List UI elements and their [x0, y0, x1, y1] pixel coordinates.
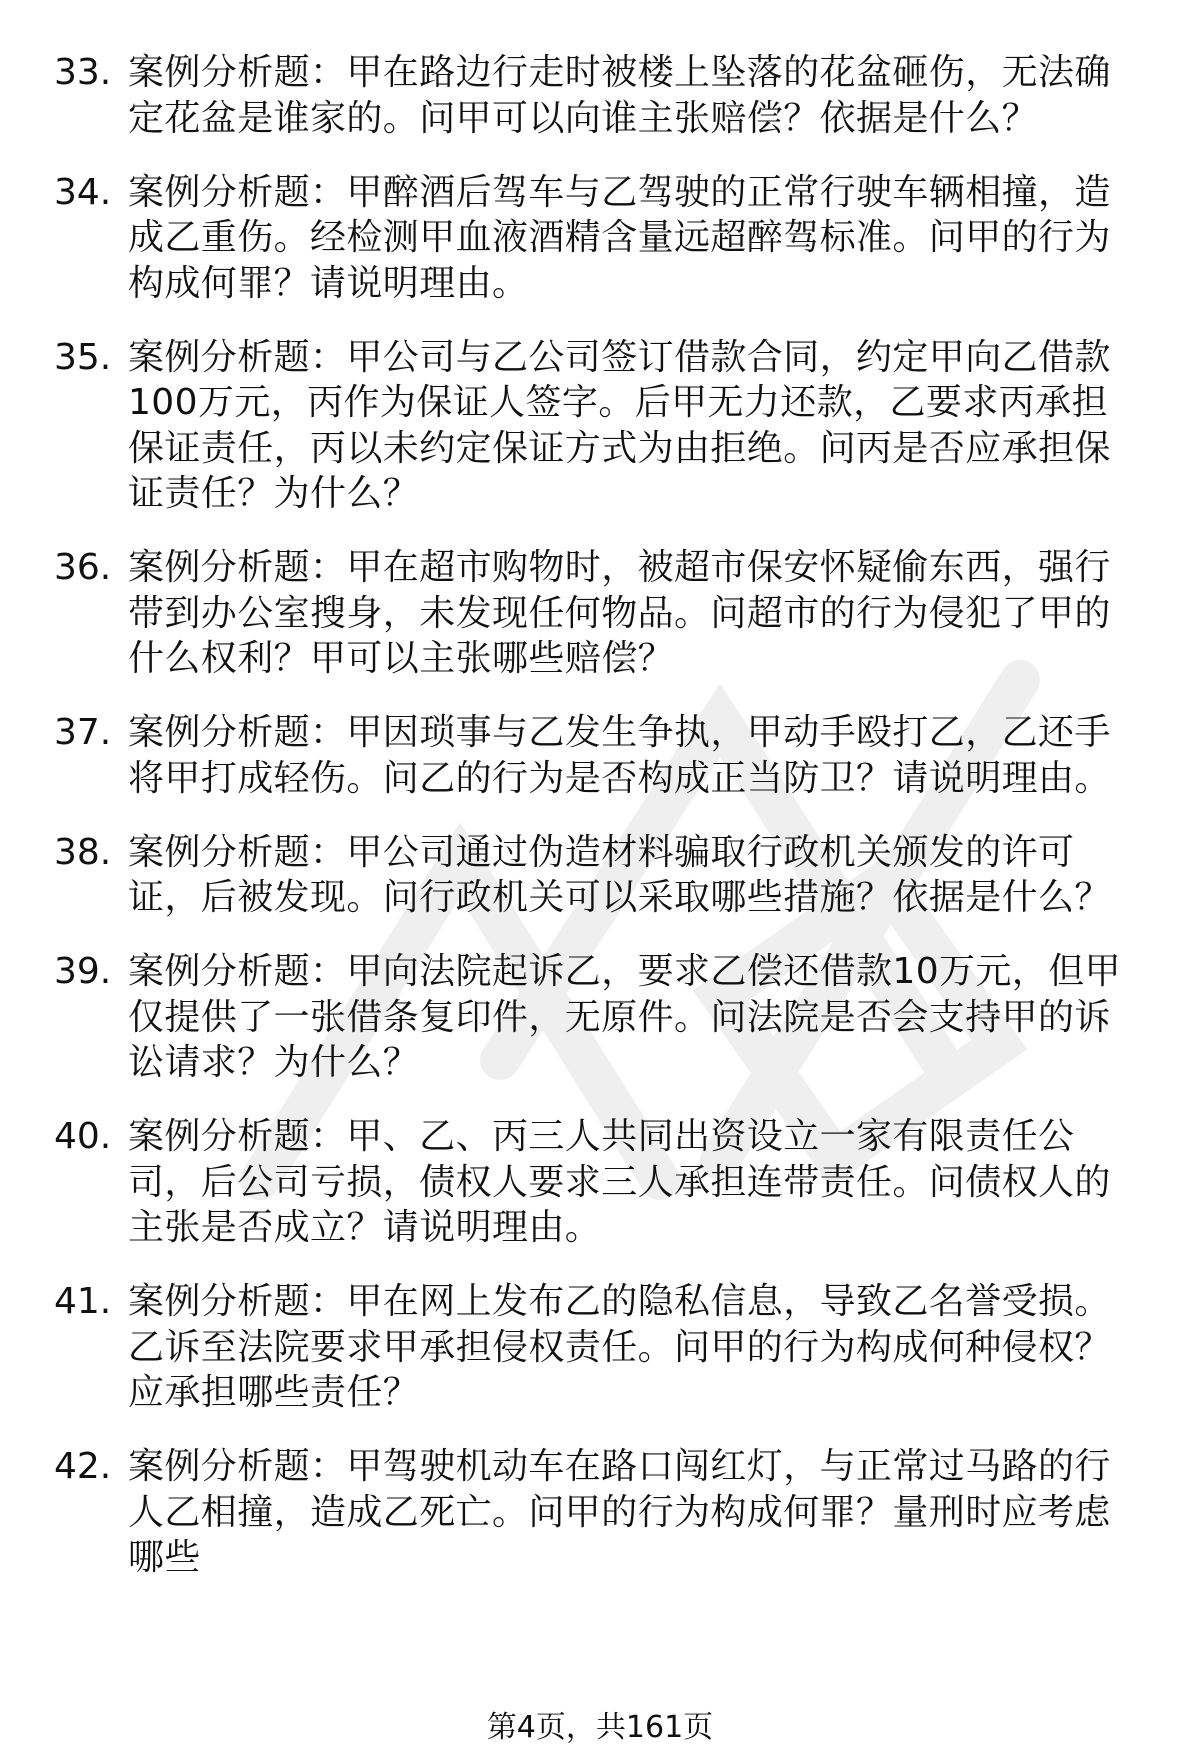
question-text: 案例分析题：甲、乙、丙三人共同出资设立一家有限责任公司，后公司亏损，债权人要求三人承担连带责任。问债权人的主张是否成立？请说明理由。 [128, 1116, 1111, 1248]
question-item-34 [0, 170, 1200, 307]
question-text: 案例分析题：甲在路边行走时被楼上坠落的花盆砸伤，无法确定花盆是谁家的。问甲可以向谁主张赔偿？依据是什么？ [128, 52, 1111, 139]
question-number: 33. [54, 52, 112, 93]
question-text: 案例分析题：甲公司与乙公司签订借款合同，约定甲向乙借款100万元，丙作为保证人签字。后甲无力还款，乙要求丙承担保证责任，丙以未约定保证方式为由拒绝。问丙是否应承担保证责任？为什么？ [128, 336, 1111, 514]
question-text: 案例分析题：甲在超市购物时，被超市保安怀疑偷东西，强行带到办公室搜身，未发现任何物品。问超市的行为侵犯了甲的什么权利？甲可以主张哪些赔偿？ [128, 547, 1111, 679]
question-text: 案例分析题：甲公司通过伪造材料骗取行政机关颁发的许可证，后被发现。问行政机关可以采取哪些措施？依据是什么？ [128, 831, 1111, 918]
question-text: 案例分析题：甲醉酒后驾车与乙驾驶的正常行驶车辆相撞，造成乙重伤。经检测甲血液酒精含量远超醉驾标准。问甲的行为构成何罪？请说明理由。 [128, 171, 1111, 304]
question-text: 案例分析题：甲向法院起诉乙，要求乙偿还借款10万元，但甲仅提供了一张借条复印件，无原件。问法院是否会支持甲的诉讼请求？为什么？ [128, 951, 1122, 1083]
question-item-38 [0, 830, 1200, 921]
question-number: 35. [54, 336, 112, 378]
question-text: 案例分析题：甲因琐事与乙发生争执，甲动手殴打乙，乙还手将甲打成轻伤。问乙的行为是否构成正当防卫？请说明理由。 [128, 712, 1111, 799]
question-number: 34. [54, 171, 112, 213]
question-number: 37. [54, 712, 112, 753]
question-item-33 [0, 50, 1200, 141]
question-item-36 [0, 545, 1200, 682]
question-item-40 [0, 1114, 1200, 1251]
question-text: 案例分析题：甲驾驶机动车在路口闯红灯，与正常过马路的行人乙相撞，造成乙死亡。问甲的行为构成何罪？量刑时应考虑哪些 [128, 1446, 1111, 1578]
question-number: 36. [54, 547, 112, 588]
question-item-42 [0, 1444, 1200, 1581]
question-item-39 [0, 949, 1200, 1086]
question-text: 案例分析题：甲在网上发布乙的隐私信息，导致乙名誉受损。乙诉至法院要求甲承担侵权责任。问甲的行为构成何种侵权？应承担哪些责任？ [128, 1281, 1111, 1413]
question-number: 40. [54, 1116, 112, 1157]
question-list [0, 50, 1200, 1609]
page-footer: 第4页，共161页 [486, 1710, 714, 1745]
question-number: 42. [54, 1446, 112, 1487]
question-item-35 [0, 335, 1200, 517]
question-number: 38. [54, 831, 112, 873]
question-item-41 [0, 1279, 1200, 1416]
question-number: 39. [54, 951, 112, 992]
question-number: 41. [54, 1281, 112, 1322]
question-item-37 [0, 710, 1200, 801]
